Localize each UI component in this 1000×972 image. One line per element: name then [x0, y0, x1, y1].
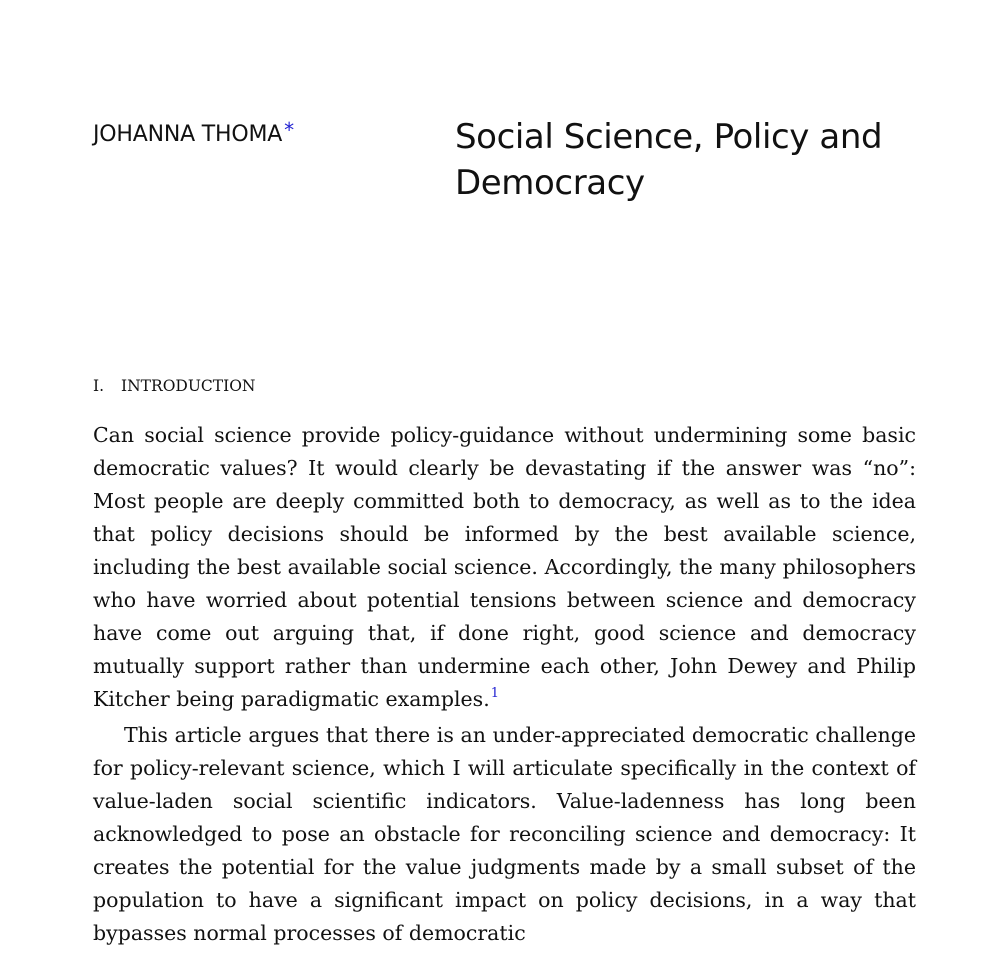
article-body	[93, 419, 916, 950]
footnote-1-marker[interactable]: 1	[490, 686, 499, 701]
paragraph-2-text: This article argues that there is an under-appreciated democratic challenge for policy-relevant science, which I will articulate specifically in the context of value-laden social scientific indicators. Value-ladenness has long been acknowledged to pose an obstacle for reconciling science and democracy: It creates the potential for the value judgments made by a small subset of the population to have a significant impact on policy decisions, in a way that bypasses normal processes of democratic	[93, 723, 916, 945]
section-number: I.	[93, 377, 105, 395]
article-title: Social Science, Policy and Democracy	[455, 117, 883, 203]
author-name-text: JOHANNA THOMA	[93, 122, 283, 147]
section-title: INTRODUCTION	[121, 377, 256, 395]
section-heading	[93, 377, 255, 395]
paragraph-2	[93, 719, 916, 950]
author-footnote-asterisk[interactable]: *	[284, 118, 294, 142]
paragraph-1-text: Can social science provide policy-guidance without undermining some basic democratic values? It would clearly be devastating if the answer was “no”: Most people are deeply committed both to democracy, as well as to the idea that policy decisions should be informed by the best available science, including the best available social science. Accordingly, the many philosophers who have worried about potential tensions between science and democracy have come out arguing that, if done right, good science and democracy mutually support rather than undermine each other, John Dewey and Philip Kitcher being paradigmatic examples.	[93, 423, 916, 711]
paragraph-1	[93, 419, 916, 719]
author-name	[93, 118, 294, 147]
